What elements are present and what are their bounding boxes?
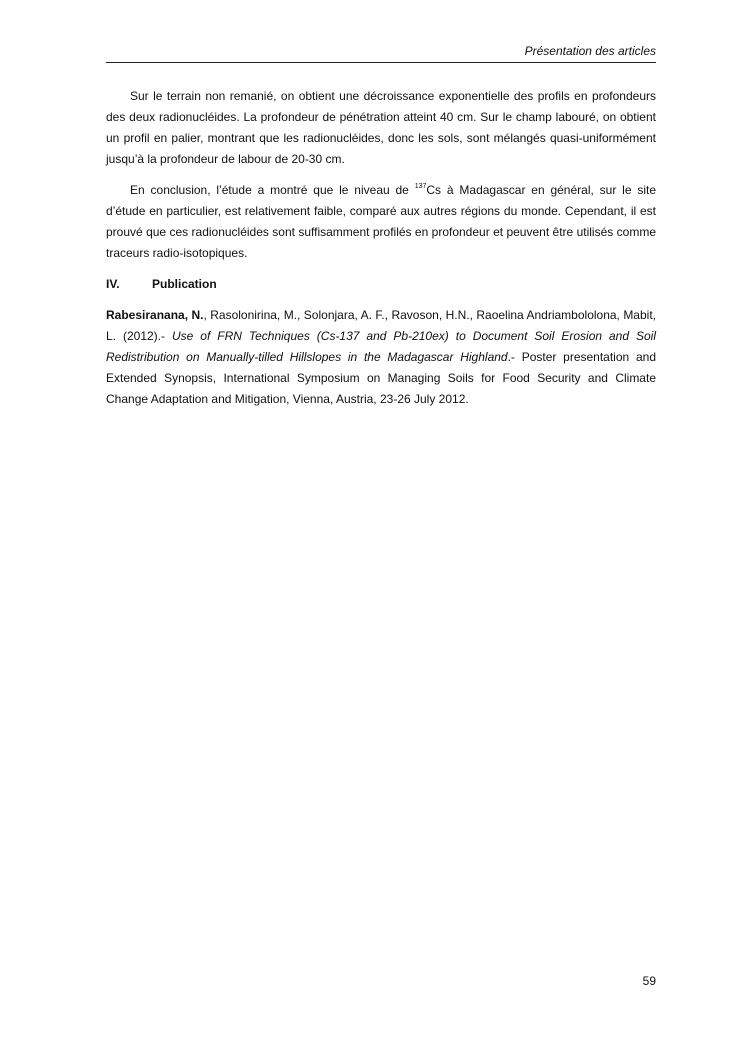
- reference-coauthors: , Rasolonirina, M., Solonjara, A. F., Ravoson, H.N., Raoelina Andriambololona, Mabit, L. (2012).-: [106, 308, 656, 343]
- reference-title: Use of FRN Techniques (Cs-137 and Pb-210ex) to Document Soil Erosion and Soil Redistribution on Manually-tilled Hillslopes in the Madagascar Highland: [106, 329, 656, 364]
- body-paragraph-1: Sur le terrain non remanié, on obtient une décroissance exponentielle des profils en profondeurs des deux radionucléides. La profondeur de pénétration atteint 40 cm. Sur le champ labouré, on obtient un profil en palier, montrant que les radionucléides, donc les sols, sont mélangés quasi-uniformément jusqu’à la profondeur de labour de 20-30 cm.: [106, 89, 656, 166]
- paragraph-2-text-before: En conclusion, l’étude a montré que le niveau de: [130, 183, 415, 197]
- page-number: 59: [642, 974, 656, 988]
- publication-reference: [106, 305, 656, 410]
- page-content: [106, 86, 656, 420]
- paragraph-2-text-after: Cs à Madagascar en général, sur le site d’étude en particulier, est relativement faible, comparé aux autres régions du monde. Cependant, il est prouvé que ces radionucléides sont suffisamment profilés en profondeur et peuvent être utilisés comme traceurs radio-isotopiques.: [106, 183, 657, 260]
- reference-details: .- Poster presentation and Extended Synopsis, International Symposium on Managing Soils for Food Security and Climate Change Adaptation and Mitigation, Vienna, Austria, 23-26 July 2012.: [106, 350, 656, 406]
- section-number: IV.: [106, 277, 120, 291]
- section-heading: [106, 274, 656, 295]
- reference-lead-author: Rabesiranana, N.: [106, 308, 204, 322]
- running-header: [106, 44, 656, 63]
- running-title: Présentation des articles: [524, 44, 656, 58]
- section-title: Publication: [152, 277, 217, 291]
- isotope-superscript: 137: [414, 183, 427, 190]
- body-paragraph-2: [106, 180, 656, 264]
